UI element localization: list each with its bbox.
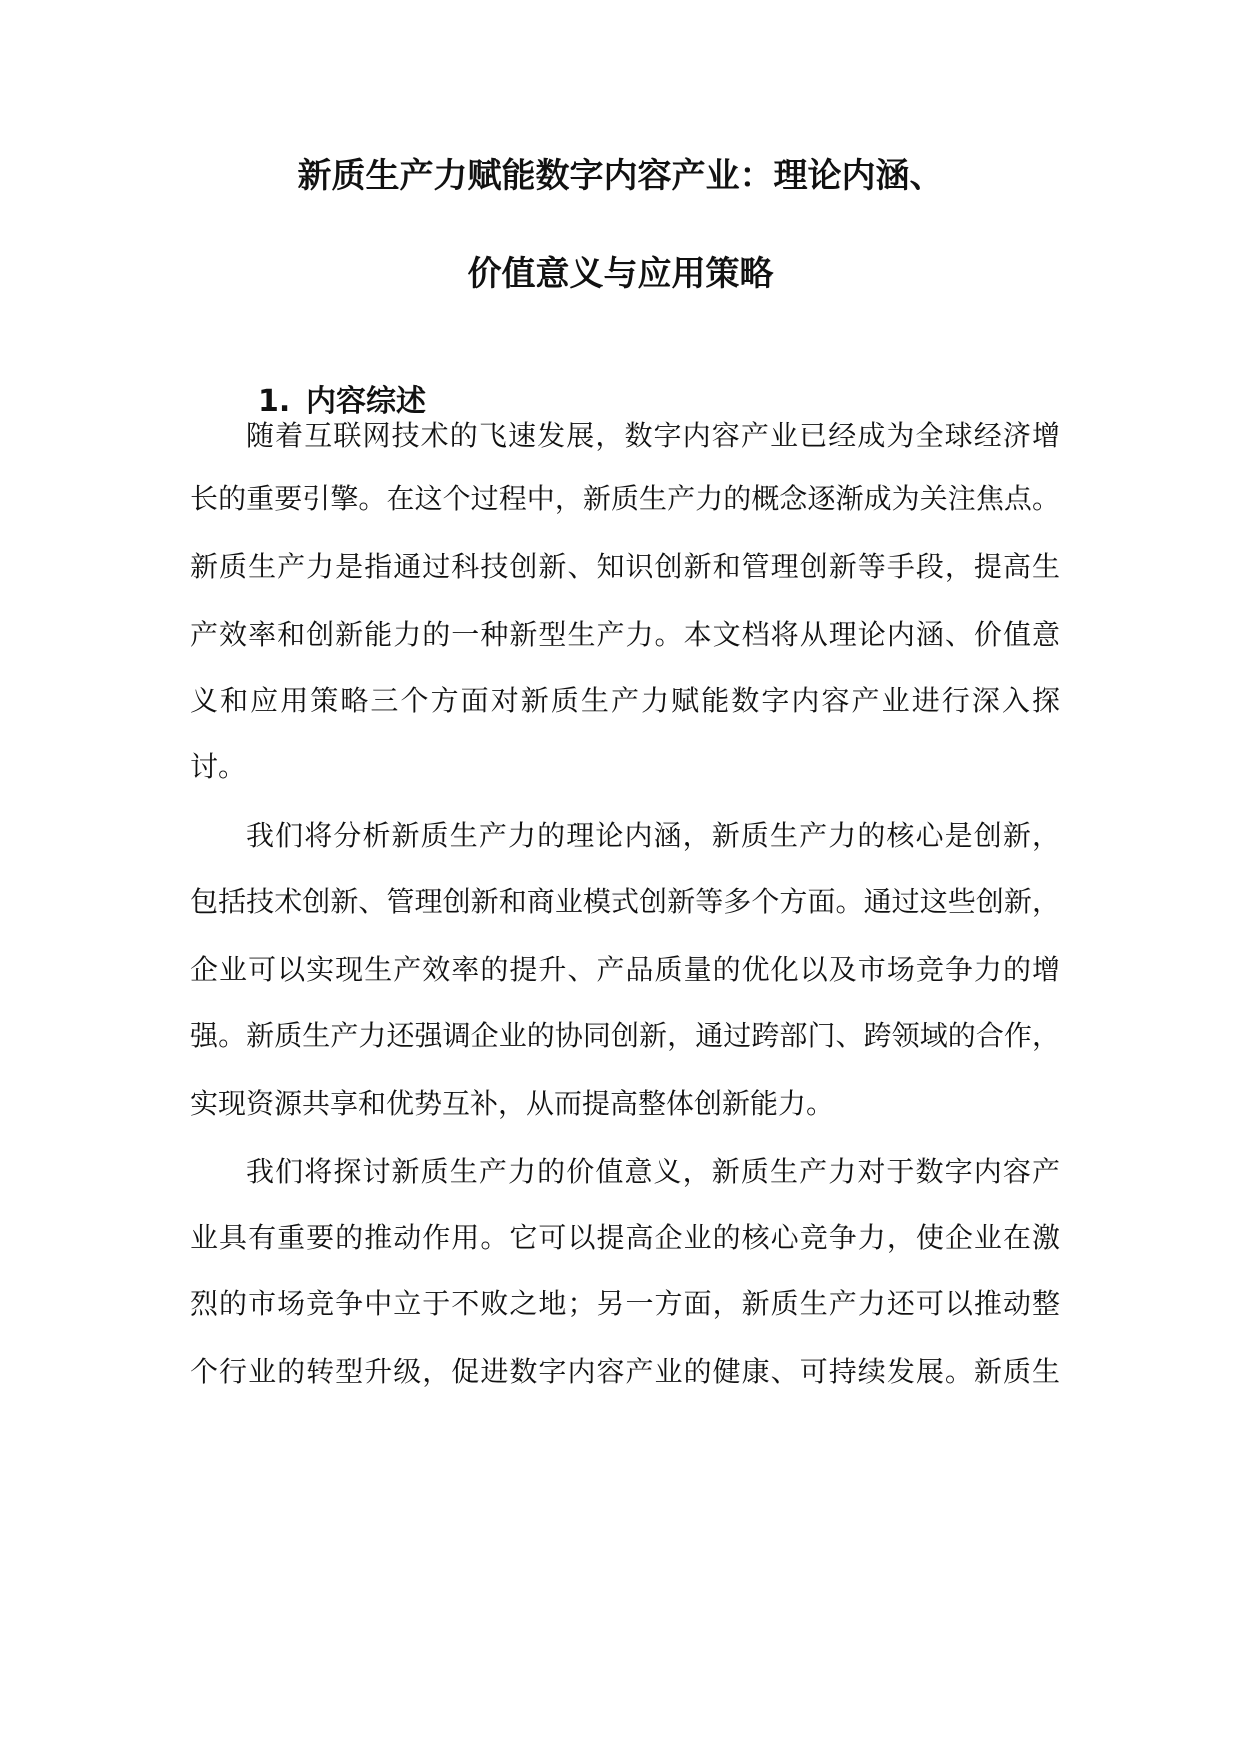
paragraph-3-line-4: 个行业的转型升级，促进数字内容产业的健康、可持续发展。新质生 [190,1355,1060,1388]
paragraph-1-line-6: 讨。 [190,750,247,783]
paragraph-1-line-3: 新质生产力是指通过科技创新、知识创新和管理创新等手段，提高生 [190,550,1060,583]
paragraph-2-line-3: 企业可以实现生产效率的提升、产品质量的优化以及市场竞争力的增 [190,953,1060,986]
paragraph-2-line-5: 实现资源共享和优势互补，从而提高整体创新能力。 [190,1087,835,1120]
paragraph-2-line-1: 我们将分析新质生产力的理论内涵，新质生产力的核心是创新， [246,819,1060,852]
paragraph-1-line-2: 长的重要引擎。在这个过程中，新质生产力的概念逐渐成为关注焦点。 [190,482,1060,515]
document-title-line-2: 价值意义与应用策略 [467,254,774,294]
section-number: 1. [258,384,291,419]
paragraph-2-line-4: 强。新质生产力还强调企业的协同创新，通过跨部门、跨领域的合作， [190,1019,1060,1052]
paragraph-1-line-4: 产效率和创新能力的一种新型生产力。本文档将从理论内涵、价值意 [190,618,1060,651]
document-title-line-1: 新质生产力赋能数字内容产业：理论内涵、 [297,156,944,196]
section-heading [258,383,426,421]
section-title: 内容综述 [306,384,426,419]
paragraph-1-line-1: 随着互联网技术的飞速发展，数字内容产业已经成为全球经济增 [246,419,1060,452]
paragraph-3-line-2: 业具有重要的推动作用。它可以提高企业的核心竞争力，使企业在激 [190,1221,1060,1254]
paragraph-3-line-3: 烈的市场竞争中立于不败之地；另一方面，新质生产力还可以推动整 [190,1287,1060,1320]
paragraph-1-line-5: 义和应用策略三个方面对新质生产力赋能数字内容产业进行深入探 [190,684,1060,717]
paragraph-2-line-2: 包括技术创新、管理创新和商业模式创新等多个方面。通过这些创新， [190,885,1060,918]
paragraph-3-line-1: 我们将探讨新质生产力的价值意义，新质生产力对于数字内容产 [246,1155,1060,1188]
